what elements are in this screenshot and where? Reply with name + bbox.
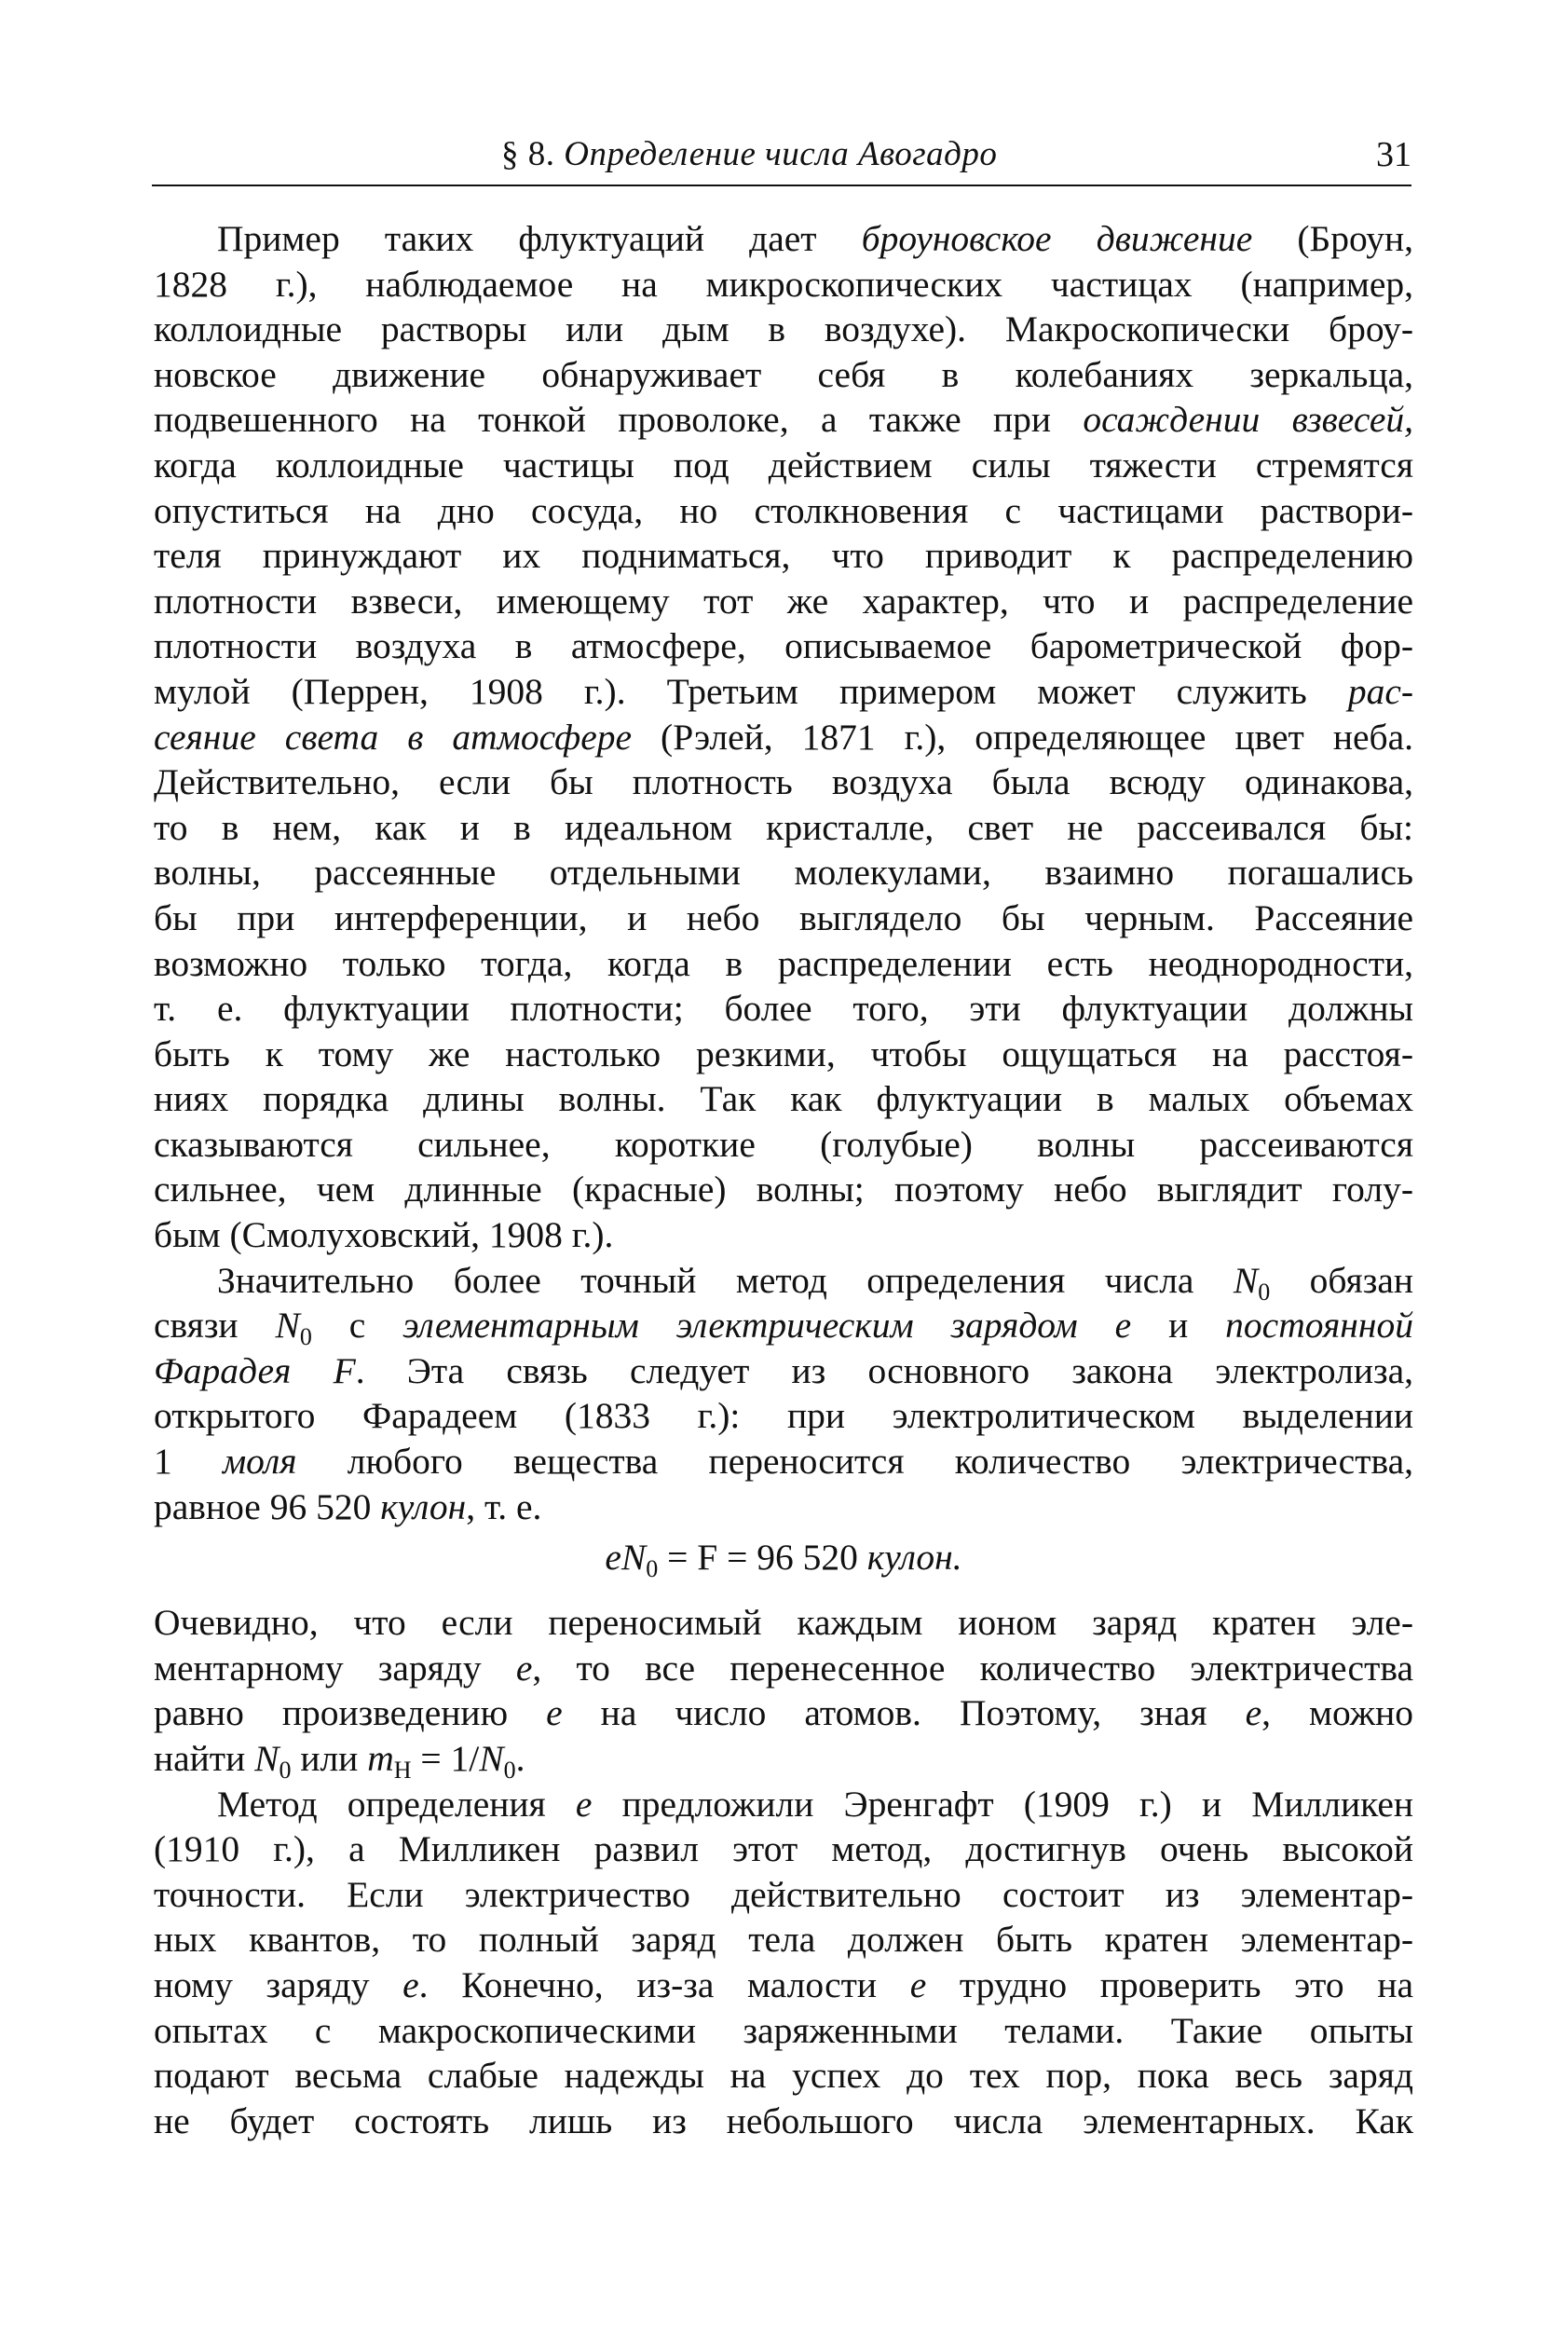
text-line: сказываются сильнее, короткие (голубые) волны рассеиваются [154, 1123, 1413, 1165]
term-elementary-charge: элементарным электрическим зарядом e [402, 1305, 1132, 1347]
section-name: Определение числа Авогадро [564, 135, 998, 173]
section-mark: § 8. [501, 135, 555, 173]
text-line: Действительно, если бы плотность воздуха была всюду одинакова, [154, 761, 1413, 803]
text-line: бы при интерференции, и небо выглядело бы черным. Рассеяние [154, 896, 1413, 938]
text-line: новское движение обнаруживает себя в колебаниях зеркальца, [154, 353, 1413, 395]
section-title [501, 134, 997, 174]
text-line: опуститься на дно сосуда, но столкновения с частицами раствори- [154, 489, 1413, 531]
term-faraday-constant-part1: постоянной [1225, 1305, 1413, 1347]
text-line: теля принуждают их подниматься, что приводит к распределению [154, 535, 1413, 577]
text-line: связи $N_0$ с элементарным электрическим зарядом e и постоянной [154, 1305, 1413, 1348]
text-line: сеяние света в атмосфере (Рэлей, 1871 г.), определяющее цвет неба. [154, 716, 1413, 758]
text-line: когда коллоидные частицы под действием силы тяжести стремятся [154, 444, 1413, 486]
text-line: равное 96 520 кулон, т. е. [154, 1485, 542, 1527]
text-line: возможно только тогда, когда в распределении есть неоднородности, [154, 942, 1413, 984]
body-text [154, 216, 1413, 2143]
text-line: точности. Если электричество действительно состоит из элементар- [154, 1873, 1413, 1915]
text-line: ных квантов, то полный заряд тела должен быть кратен элементар- [154, 1919, 1413, 1961]
text-line: равно произведению e на число атомов. Поэтому, зная e, можно [154, 1692, 1413, 1734]
text-line: ментарному заряду e, то все перенесенное количество электричества [154, 1647, 1413, 1689]
text-line: (1910 г.), а Милликен развил этот метод, достигнув очень высокой [154, 1828, 1413, 1870]
text-line: открытого Фарадеем (1833 г.): при электролитическом выделении [154, 1395, 1413, 1437]
text-line: плотности взвеси, имеющему тот же характер, что и распределение [154, 580, 1413, 622]
running-header [152, 132, 1411, 186]
display-formula: $eN_0 = F = 96$ 520 кулон. [605, 1537, 962, 1583]
text-line: Значительно более точный метод определения числа $N_0$ обязан [217, 1259, 1413, 1304]
text-line: подвешенного на тонкой проволоке, а также при осаждении взвесей, [154, 399, 1413, 441]
text-line: то в нем, как и в идеальном кристалле, свет не рассеивался бы: [154, 806, 1413, 848]
text-line: волны, рассеянные отдельными молекулами, взаимно погашались [154, 852, 1413, 894]
text-line: плотности воздуха в атмосфере, описываемое барометрической фор- [154, 625, 1413, 667]
text-line: не будет состоять лишь из небольшого числа элементарных. Как [154, 2099, 1413, 2141]
text-line: Фарадея F. Эта связь следует из основного закона электролиза, [154, 1349, 1413, 1391]
text-line: Очевидно, что если переносимый каждым ионом заряд кратен эле- [154, 1602, 1413, 1644]
text-line: Пример таких флуктуаций дает броуновское движение (Броун, [217, 218, 1413, 259]
term-faraday-constant-part2: Фарадея F [154, 1349, 356, 1391]
term-sedimentation: осаждении взвесей, [1083, 399, 1413, 441]
term-brownian-motion: броуновское движение [861, 218, 1253, 259]
text-line: бым (Смолуховский, 1908 г.). [154, 1214, 614, 1256]
text-line: ниях порядка длины волны. Так как флуктуации в малых объемах [154, 1078, 1413, 1120]
term-scattering-part1: рас- [1347, 670, 1413, 712]
text-line: коллоидные растворы или дым в воздухе). Макроскопически броу- [154, 308, 1413, 350]
text-line: 1828 г.), наблюдаемое на микроскопических частицах (например, [154, 263, 1413, 305]
text-line: мулой (Перрен, 1908 г.). Третьим примером может служить рас- [154, 670, 1413, 712]
text-line: быть к тому же настолько резкими, чтобы ощущаться на расстоя- [154, 1033, 1413, 1074]
text-line: 1 моля любого вещества переносится количество электричества, [154, 1441, 1413, 1483]
term-scattering-part2: сеяние света в атмосфере [154, 716, 633, 758]
page-number: 31 [1376, 135, 1411, 174]
text-line: найти $N_0$ или $m_H = 1/N_0$. [154, 1738, 525, 1782]
text-line: ному заряду e. Конечно, из-за малости e трудно проверить это на [154, 1963, 1413, 2005]
text-line: т. е. флуктуации плотности; более того, эти флуктуации должны [154, 988, 1413, 1030]
text-line: подают весьма слабые надежды на успех до тех пор, пока весь заряд [154, 2055, 1413, 2097]
text-line: сильнее, чем длинные (красные) волны; поэтому небо выглядит голу- [154, 1169, 1413, 1210]
text-line: опытах с макроскопическими заряженными телами. Такие опыты [154, 2009, 1413, 2051]
text-line: Метод определения e предложили Эренгафт (1909 г.) и Милликен [217, 1783, 1413, 1825]
